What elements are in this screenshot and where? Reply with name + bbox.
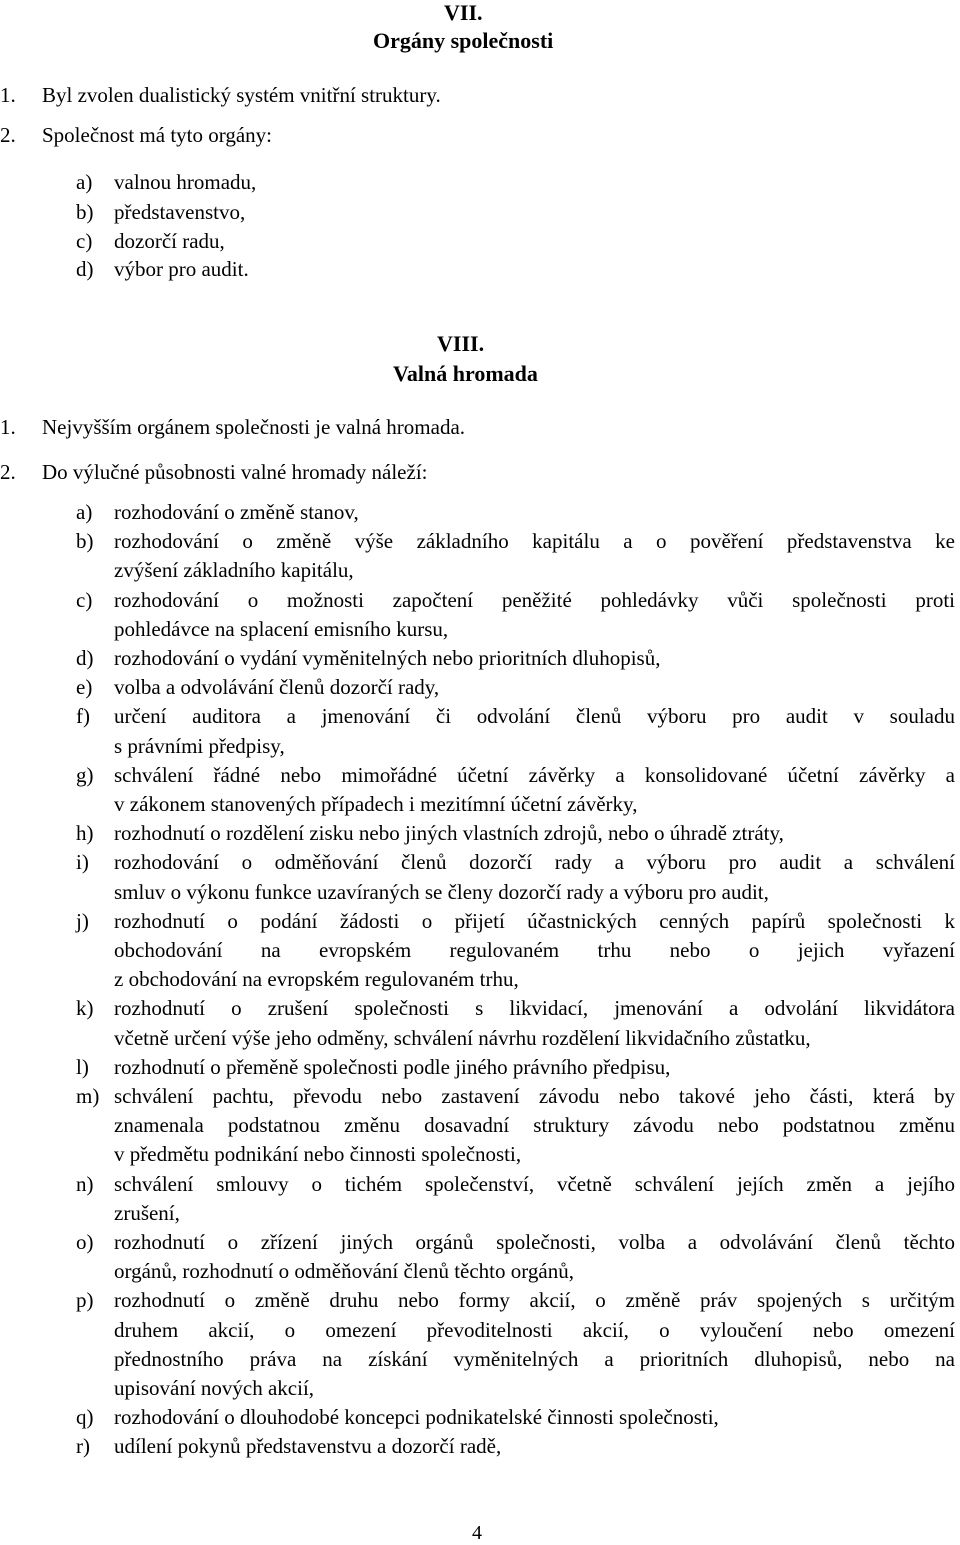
power-item-line: rozhodnutí o změně druhu nebo formy akcií, o změně práv spojených s určitým — [114, 1288, 955, 1313]
power-item-label: h) — [76, 821, 94, 846]
power-item-label: b) — [76, 529, 94, 554]
power-item-label: e) — [76, 675, 93, 700]
item-label: c) — [76, 229, 93, 253]
section-7-roman: VII. — [444, 0, 483, 25]
power-item-line: určení auditora a jmenování či odvolání členů výboru pro audit v souladu — [114, 704, 955, 729]
power-item-label: i) — [76, 850, 89, 875]
power-item-line: schválení smlouvy o tichém společenství, včetně schválení jejích změn a jejího — [114, 1171, 955, 1196]
power-item-line: rozhodování o odměňování členů dozorčí rady a výboru pro audit a schválení — [114, 850, 955, 875]
item-number: 2. — [0, 123, 16, 147]
item-label: a) — [76, 170, 93, 194]
power-item-line: rozhodnutí o zrušení společnosti s likvidací, jmenování a odvolání likvidátora — [114, 996, 955, 1021]
page-number: 4 — [472, 1522, 482, 1544]
power-item-label: d) — [76, 646, 94, 670]
item-label: b) — [76, 200, 94, 224]
power-item-label: f) — [76, 704, 90, 729]
power-item-line: rozhodnutí o rozdělení zisku nebo jiných vlastních zdrojů, nebo o úhradě ztráty, — [114, 821, 784, 846]
power-item-line: schválení řádné nebo mimořádné účetní závěrky a konsolidované účetní závěrky a — [114, 762, 955, 787]
item-number: 1. — [0, 83, 16, 107]
item-label: d) — [76, 257, 94, 281]
power-item-line: rozhodování o možnosti započtení peněžité pohledávky vůči společnosti proti — [114, 587, 955, 612]
power-item-label: g) — [76, 762, 94, 787]
power-item-line: zrušení, — [114, 1200, 180, 1225]
power-item-label: n) — [76, 1171, 94, 1196]
power-item-label: p) — [76, 1288, 94, 1313]
power-item-line: schválení pachtu, převodu nebo zastavení závodu nebo takové jeho části, která by — [114, 1084, 955, 1108]
section-7-title: Orgány společnosti — [373, 28, 554, 53]
item-text: představenstvo, — [114, 200, 246, 224]
power-item-label: q) — [76, 1405, 94, 1430]
power-item-label: a) — [76, 500, 93, 524]
power-item-line: pohledávce na splacení emisního kursu, — [114, 616, 449, 641]
power-item-label: l) — [76, 1054, 89, 1079]
power-item-line: rozhodování o dlouhodobé koncepci podnikatelské činnosti společnosti, — [114, 1405, 719, 1430]
item-number: 2. — [0, 460, 16, 484]
power-item-label: k) — [76, 996, 94, 1021]
power-item-line: přednostního práva na získání vyměnitelných a prioritních dluhopisů, nebo na — [114, 1346, 955, 1371]
item-text: Byl zvolen dualistický systém vnitřní struktury. — [42, 83, 441, 107]
power-item-line: s právními předpisy, — [114, 733, 285, 758]
item-text: Do výlučné působnosti valné hromady náleží: — [42, 460, 428, 484]
item-number: 1. — [0, 415, 16, 439]
power-item-label: r) — [76, 1434, 90, 1459]
section-8-title: Valná hromada — [393, 361, 538, 386]
item-text: Společnost má tyto orgány: — [42, 123, 273, 147]
power-item-line: rozhodování o změně stanov, — [114, 500, 359, 524]
power-item-label: j) — [76, 908, 89, 933]
power-item-line: upisování nových akcií, — [114, 1376, 315, 1400]
item-text: výbor pro audit. — [114, 257, 249, 281]
section-8-roman: VIII. — [437, 331, 485, 356]
power-item-line: z obchodování na evropském regulovaném trhu, — [114, 967, 519, 992]
power-item-line: rozhodování o změně výše základního kapitálu a o pověření představenstva ke — [114, 529, 955, 554]
power-item-line: obchodování na evropském regulovaném trhu nebo o jejich vyřazení — [114, 938, 955, 962]
power-item-line: volba a odvolávání členů dozorčí rady, — [114, 675, 440, 700]
power-item-line: rozhodování o vydání vyměnitelných nebo prioritních dluhopisů, — [114, 646, 661, 670]
power-item-line: rozhodnutí o zřízení jiných orgánů společnosti, volba a odvolávání členů těchto — [114, 1230, 955, 1254]
power-item-line: udílení pokynů představenstvu a dozorčí radě, — [114, 1434, 502, 1459]
item-text: dozorčí radu, — [114, 229, 225, 253]
item-text: Nejvyšším orgánem společnosti je valná hromada. — [42, 415, 466, 439]
power-item-label: m) — [76, 1084, 100, 1108]
power-item-line: znamenala podstatnou změnu dosavadní struktury závodu nebo podstatnou změnu — [114, 1113, 955, 1138]
item-text: valnou hromadu, — [114, 170, 257, 194]
power-item-label: o) — [76, 1230, 94, 1254]
power-item-line: rozhodnutí o přeměně společnosti podle jiného právního předpisu, — [114, 1054, 671, 1079]
power-item-line: v zákonem stanovených případech i mezitímní účetní závěrky, — [114, 792, 638, 816]
power-item-line: druhem akcií, o omezení převoditelnosti akcií, o vyloučení nebo omezení — [114, 1317, 955, 1342]
power-item-line: v předmětu podnikání nebo činnosti společnosti, — [114, 1142, 522, 1167]
power-item-line: zvýšení základního kapitálu, — [114, 558, 354, 583]
power-item-label: c) — [76, 587, 93, 612]
power-item-line: smluv o výkonu funkce uzavíraných se členy dozorčí rady a výboru pro audit, — [114, 879, 769, 904]
power-item-line: rozhodnutí o podání žádosti o přijetí účastnických cenných papírů společnosti k — [114, 908, 955, 933]
power-item-line: včetně určení výše jeho odměny, schválení návrhu rozdělení likvidačního zůstatku, — [114, 1025, 811, 1050]
power-item-line: orgánů, rozhodnutí o odměňování členů těchto orgánů, — [114, 1259, 574, 1284]
